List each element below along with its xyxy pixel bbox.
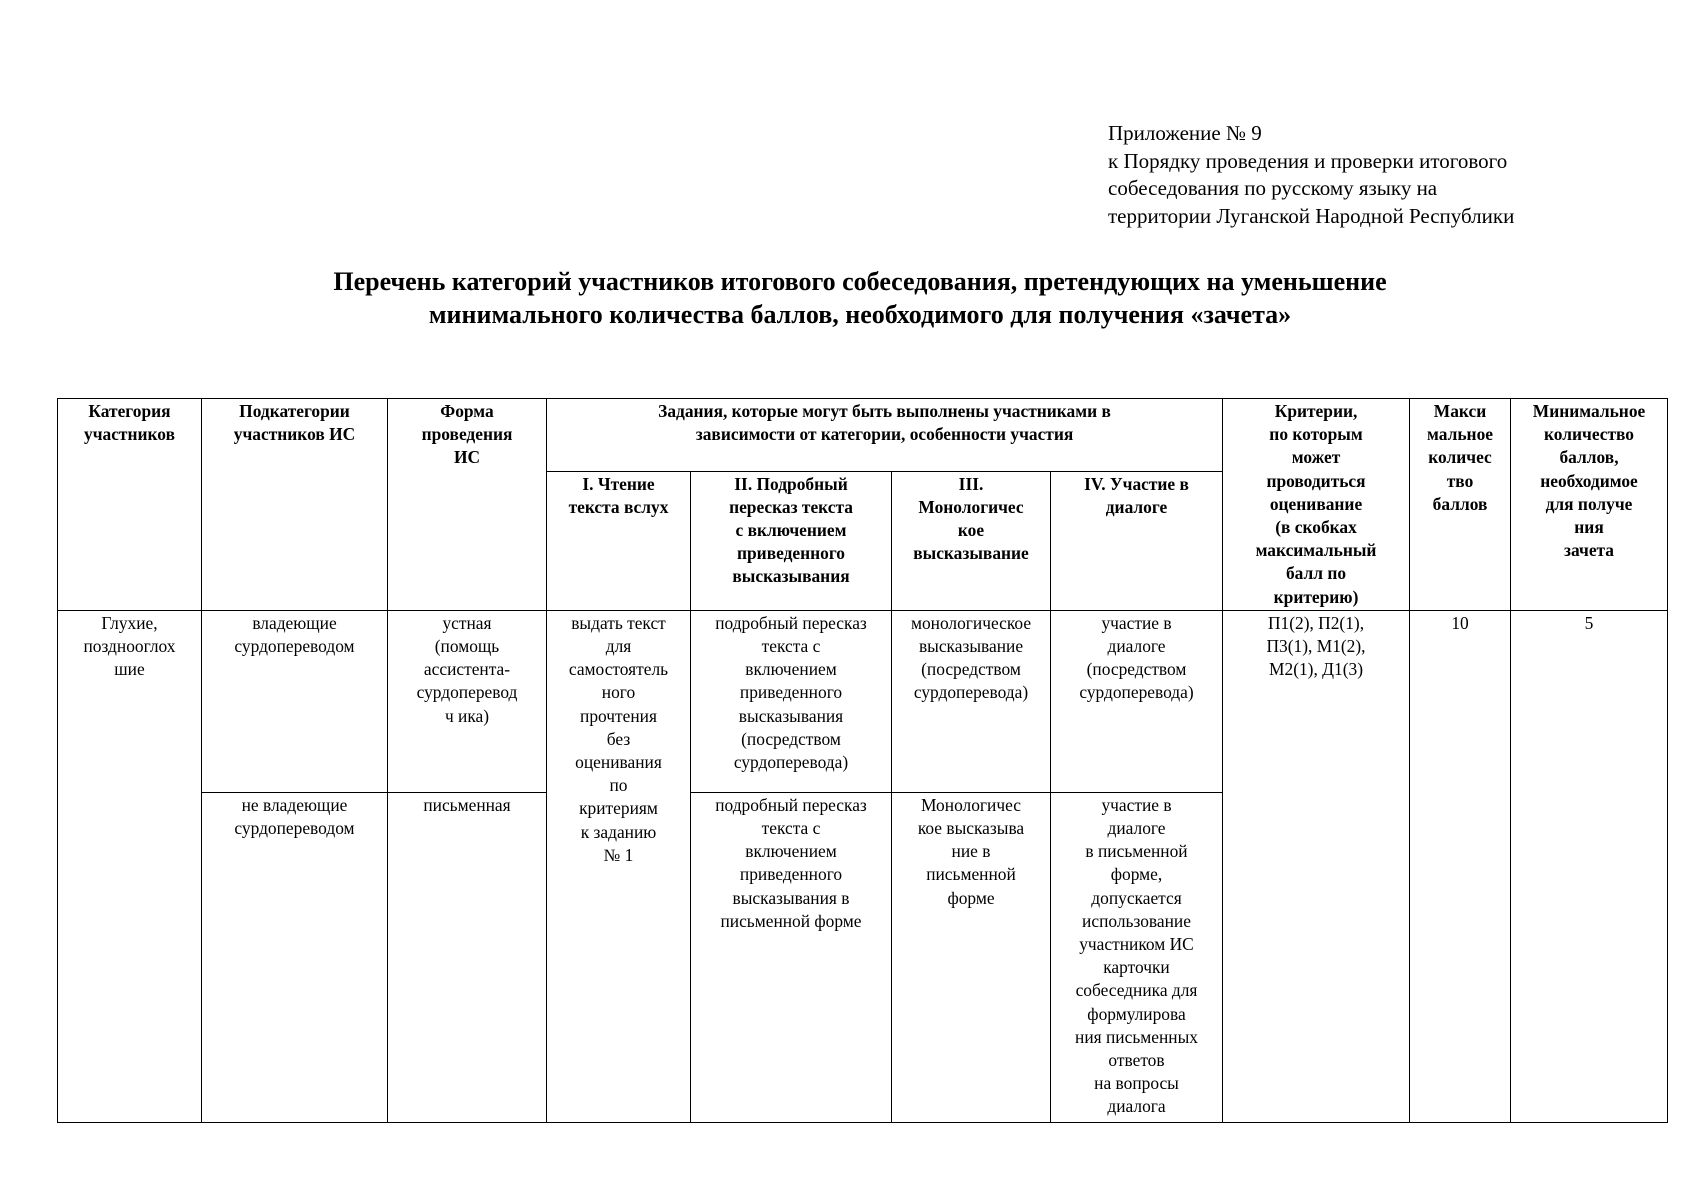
header-task-4: IV. Участие в диалоге xyxy=(1051,471,1223,610)
header-task-1: I. Чтение текста вслух xyxy=(547,471,691,610)
task-4-cell: участие в диалоге (посредством сурдоперевода) xyxy=(1051,610,1223,792)
task-2-cell: подробный пересказ текста с включением приведенного высказывания (посредством сурдоперевода) xyxy=(691,610,892,792)
appendix-note xyxy=(1108,120,1514,230)
task-3-cell: монологическое высказывание (посредством сурдоперевода) xyxy=(892,610,1051,792)
title-line-1: Перечень категорий участников итогового собеседования, претендующих на уменьшение xyxy=(333,267,1387,296)
appendix-line: Приложение № 9 xyxy=(1108,121,1262,145)
appendix-line: собеседования по русскому языку на xyxy=(1108,176,1438,200)
appendix-line: к Порядку проведения и проверки итогового xyxy=(1108,148,1508,173)
header-criteria: Критерии, по которым может проводиться оценивание (в скобках максимальный балл по критерию) xyxy=(1223,399,1410,611)
appendix-line: территории Луганской Народной Республики xyxy=(1108,203,1515,228)
header-tasks: Задания, которые могут быть выполнены участниками в зависимости от категории, особенности участия xyxy=(547,399,1223,472)
form-cell: письменная xyxy=(388,792,547,1122)
task-2-cell: подробный пересказ текста с включением приведенного высказывания в письменной форме xyxy=(691,792,892,1122)
header-min-score: Минимальное количество баллов, необходимое для получе ния зачета xyxy=(1511,399,1668,611)
document-title xyxy=(60,265,1660,331)
criteria-cell: П1(2), П2(1), П3(1), М1(2), М2(1), Д1(3) xyxy=(1223,610,1410,1122)
table-row xyxy=(58,610,1668,792)
header-category: Категория участников xyxy=(58,399,202,611)
categories-table xyxy=(57,398,1668,1123)
subcategory-cell: не владеющие сурдопереводом xyxy=(202,792,388,1122)
header-subcategory: Подкатегории участников ИС xyxy=(202,399,388,611)
max-score-cell: 10 xyxy=(1410,610,1511,1122)
form-cell: устная (помощь ассистента- сурдоперевод ч ика) xyxy=(388,610,547,792)
category-cell: Глухие, позднооглох шие xyxy=(58,610,202,1122)
header-task-3: III. Монологичес кое высказывание xyxy=(892,471,1051,610)
min-score-cell: 5 xyxy=(1511,610,1668,1122)
task-4-cell: участие в диалоге в письменной форме, допускается использование участником ИС карточки собеседника для формулирова ния письменных ответов на вопросы диалога xyxy=(1051,792,1223,1122)
header-row xyxy=(58,399,1668,472)
header-max-score: Макси мальное количес тво баллов xyxy=(1410,399,1511,611)
task-1-cell: выдать текст для самостоятель ного прочтения без оценивания по критериям к заданию № 1 xyxy=(547,610,691,1122)
header-form: Форма проведения ИС xyxy=(388,399,547,611)
title-line-2: минимального количества баллов, необходимого для получения «зачета» xyxy=(428,300,1292,329)
task-3-cell: Монологичес кое высказыва ние в письменной форме xyxy=(892,792,1051,1122)
subcategory-cell: владеющие сурдопереводом xyxy=(202,610,388,792)
header-task-2: II. Подробный пересказ текста с включением приведенного высказывания xyxy=(691,471,892,610)
